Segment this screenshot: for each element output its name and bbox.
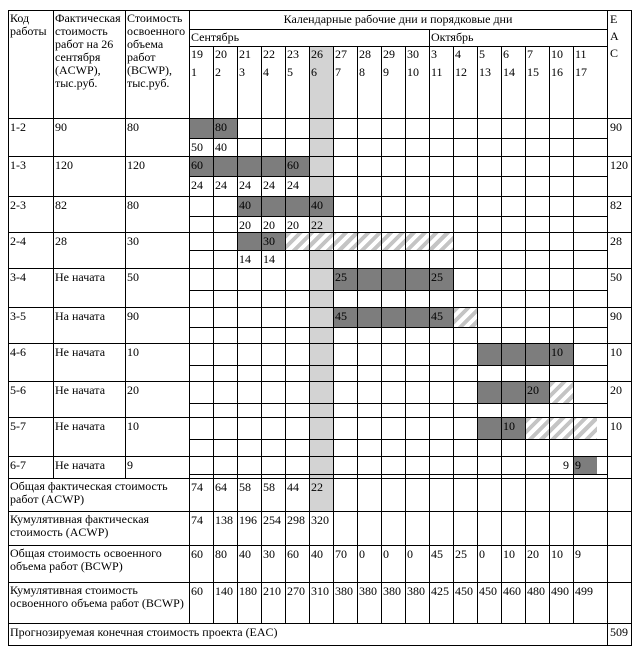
summary-value: 22: [311, 481, 323, 494]
bar-label: 25: [335, 271, 347, 284]
grid-line: [8, 545, 632, 546]
header-month-september: Сентябрь: [191, 31, 240, 44]
task-bar-remaining: [286, 233, 453, 250]
day-date: 29: [383, 48, 395, 61]
summary-value: 0: [383, 548, 389, 561]
grid-line: [189, 138, 608, 139]
grid-line: [549, 46, 550, 624]
summary-value: 140: [215, 585, 233, 598]
task-bcwp: 50: [127, 271, 139, 284]
daily-cost: 24: [215, 179, 227, 192]
bar-label: 9: [563, 459, 569, 472]
summary-value: 10: [503, 548, 515, 561]
grid-line: [607, 10, 608, 646]
day-date: 30: [407, 48, 419, 61]
grid-line: [8, 10, 9, 646]
summary-value: 60: [191, 585, 203, 598]
task-eac: 20: [610, 384, 622, 397]
summary-value: 64: [215, 481, 227, 494]
grid-line: [189, 439, 608, 440]
grid-line: [285, 46, 286, 624]
task-code: 2-3: [10, 199, 26, 212]
summary-value: 74: [191, 514, 203, 527]
task-bcwp: 30: [127, 235, 139, 248]
grid-line: [501, 46, 502, 624]
summary-value: 138: [215, 514, 233, 527]
task-acwp: 120: [55, 159, 73, 172]
day-date: 27: [335, 48, 347, 61]
summary-value: 58: [239, 481, 251, 494]
daily-cost: 40: [215, 141, 227, 154]
grid-line: [189, 10, 190, 624]
grid-line: [309, 46, 310, 624]
summary-value: 380: [407, 585, 425, 598]
status-date-column: [310, 46, 333, 511]
grid-line: [8, 232, 632, 233]
grid-line: [405, 46, 406, 624]
task-bcwp: 80: [127, 121, 139, 134]
summary-value: 60: [191, 548, 203, 561]
task-bcwp: 20: [127, 384, 139, 397]
task-acwp: Не начата: [55, 459, 106, 472]
task-acwp: 82: [55, 199, 67, 212]
day-date: 28: [359, 48, 371, 61]
grid-line: [429, 29, 430, 47]
header-code: Код работы: [10, 12, 47, 38]
grid-line: [213, 46, 214, 624]
day-date: 7: [527, 48, 533, 61]
summary-value: 210: [263, 585, 281, 598]
grid-line: [8, 156, 632, 157]
day-date: 3: [431, 48, 437, 61]
task-acwp: Не начата: [55, 271, 106, 284]
summary-value: 0: [407, 548, 413, 561]
daily-cost: 20: [239, 219, 251, 232]
grid-line: [8, 118, 632, 119]
task-bar-remaining: [526, 418, 597, 439]
summary-label: Общая фактическая стоимость работ (ACWP): [10, 480, 168, 506]
daily-cost: 20: [287, 219, 299, 232]
header-acwp: Фактическая стоимость работ на 26 сентября (ACWP), тыс.руб.: [55, 12, 121, 90]
task-code: 3-5: [10, 310, 26, 323]
day-ordinal: 8: [359, 66, 365, 79]
day-date: 11: [575, 48, 587, 61]
grid-line: [237, 46, 238, 624]
task-eac: 28: [610, 235, 622, 248]
grid-line: [525, 46, 526, 624]
task-acwp: На начата: [55, 310, 106, 323]
day-date: 10: [551, 48, 563, 61]
summary-value: 44: [287, 481, 299, 494]
grid-line: [8, 645, 632, 646]
day-ordinal: 4: [263, 66, 269, 79]
task-bcwp: 9: [127, 459, 133, 472]
day-date: 23: [287, 48, 299, 61]
summary-value: 40: [239, 548, 251, 561]
day-ordinal: 5: [287, 66, 293, 79]
bar-label: 60: [191, 159, 203, 172]
day-date: 21: [239, 48, 251, 61]
bar-label: 40: [239, 199, 251, 212]
summary-value: 0: [479, 548, 485, 561]
header-eac-letter: A: [610, 30, 619, 43]
bar-label: 30: [263, 235, 275, 248]
summary-value: 10: [551, 548, 563, 561]
bar-label: 60: [287, 159, 299, 172]
day-date: 26: [311, 48, 323, 61]
header-eac-letter: E: [610, 13, 618, 26]
header-bcwp: Стоимость освоенного объема работ (BCWP), тыс.руб.: [127, 12, 186, 90]
day-date: 6: [503, 48, 509, 61]
grid-line: [8, 10, 632, 11]
daily-cost: 20: [263, 219, 275, 232]
task-eac: [610, 459, 630, 473]
daily-cost: 14: [239, 253, 251, 266]
summary-value: 40: [311, 548, 323, 561]
grid-line: [53, 10, 54, 479]
grid-line: [189, 403, 608, 404]
eac-forecast-label: Прогнозируемая конечная стоимость проекта (EAC): [10, 626, 278, 639]
task-acwp: 90: [55, 121, 67, 134]
grid-line: [8, 381, 632, 382]
daily-cost: 24: [239, 179, 251, 192]
task-acwp: 28: [55, 235, 67, 248]
summary-value: 450: [479, 585, 497, 598]
summary-value: 490: [551, 585, 569, 598]
summary-value: 45: [431, 548, 443, 561]
task-code: 6-7: [10, 459, 26, 472]
task-acwp: Не начата: [55, 384, 106, 397]
daily-cost: 22: [311, 219, 323, 232]
bar-label: 45: [431, 310, 443, 323]
grid-line: [8, 268, 632, 269]
day-date: 22: [263, 48, 275, 61]
summary-value: 60: [287, 548, 299, 561]
day-date: 4: [455, 48, 461, 61]
bar-label: 25: [431, 271, 443, 284]
summary-value: 20: [527, 548, 539, 561]
task-code: 2-4: [10, 235, 26, 248]
grid-line: [453, 46, 454, 624]
summary-label: Кумулятивная фактическая стоимость (ACWP): [10, 513, 150, 539]
day-ordinal: 10: [407, 66, 419, 79]
grid-line: [8, 307, 632, 308]
day-date: 20: [215, 48, 227, 61]
grid-line: [8, 511, 632, 512]
task-code: 1-2: [10, 121, 26, 134]
grid-line: [8, 582, 632, 583]
summary-value: 380: [359, 585, 377, 598]
grid-line: [125, 10, 126, 479]
bar-label: 10: [551, 346, 563, 359]
task-code: 4-6: [10, 346, 26, 359]
task-code: 5-7: [10, 420, 26, 433]
grid-line: [477, 46, 478, 624]
bar-label: 20: [527, 384, 539, 397]
summary-value: 499: [575, 585, 593, 598]
day-date: 5: [479, 48, 485, 61]
bar-label: 40: [311, 199, 323, 212]
day-ordinal: 12: [455, 66, 467, 79]
day-ordinal: 2: [215, 66, 221, 79]
day-date: 19: [191, 48, 203, 61]
summary-value: 460: [503, 585, 521, 598]
daily-cost: 24: [263, 179, 275, 192]
day-ordinal: 15: [527, 66, 539, 79]
header-month-october: Октябрь: [431, 31, 474, 44]
day-ordinal: 11: [431, 66, 443, 79]
summary-value: 320: [311, 514, 329, 527]
summary-value: 58: [263, 481, 275, 494]
daily-cost: 14: [263, 253, 275, 266]
grid-line: [8, 456, 632, 457]
grid-line: [8, 623, 632, 624]
task-code: 1-3: [10, 159, 26, 172]
task-eac: 90: [610, 121, 622, 134]
summary-value: 425: [431, 585, 449, 598]
daily-cost: 50: [191, 141, 203, 154]
grid-line: [189, 250, 608, 251]
day-ordinal: 7: [335, 66, 341, 79]
bar-label: 80: [215, 121, 227, 134]
grid-line: [8, 196, 632, 197]
summary-value: 380: [383, 585, 401, 598]
summary-value: 25: [455, 548, 467, 561]
header-calendar: Календарные рабочие дни и порядковые дни: [283, 13, 513, 26]
summary-value: 254: [263, 514, 281, 527]
grid-line: [189, 365, 608, 366]
summary-label: Кумулятивная стоимость освоенного объема работ (BCWP): [10, 584, 184, 610]
task-acwp: Не начата: [55, 420, 106, 433]
grid-line: [333, 46, 334, 624]
day-ordinal: 17: [575, 66, 587, 79]
task-code: 3-4: [10, 271, 26, 284]
grid-line: [8, 417, 632, 418]
summary-value: 270: [287, 585, 305, 598]
bar-label: 10: [503, 420, 515, 433]
summary-value: 180: [239, 585, 257, 598]
day-ordinal: 16: [551, 66, 563, 79]
summary-label: Общая стоимость освоенного объема работ (BCWP): [10, 547, 162, 573]
summary-value: 80: [215, 548, 227, 561]
summary-value: 298: [287, 514, 305, 527]
day-ordinal: 6: [311, 66, 317, 79]
summary-value: 196: [239, 514, 257, 527]
header-eac-letter: C: [610, 47, 619, 60]
grid-line: [189, 46, 608, 47]
task-bcwp: 10: [127, 420, 139, 433]
grid-line: [381, 46, 382, 624]
grid-line: [189, 29, 608, 30]
grid-line: [261, 46, 262, 624]
grid-line: [189, 474, 608, 475]
task-bcwp: 80: [127, 199, 139, 212]
grid-line: [189, 216, 608, 217]
summary-value: 9: [575, 548, 581, 561]
day-ordinal: 9: [383, 66, 389, 79]
task-bcwp: 120: [127, 159, 145, 172]
grid-line: [429, 46, 430, 624]
summary-value: 70: [335, 548, 347, 561]
task-bar-remaining: [454, 308, 477, 327]
task-eac: 10: [610, 420, 622, 433]
task-bcwp: 10: [127, 346, 139, 359]
task-eac: 120: [610, 159, 628, 172]
summary-value: 0: [359, 548, 365, 561]
task-code: 5-6: [10, 384, 26, 397]
task-eac: 82: [610, 199, 622, 212]
task-bcwp: 90: [127, 310, 139, 323]
summary-value: 480: [527, 585, 545, 598]
summary-value: 74: [191, 481, 203, 494]
task-eac: 50: [610, 271, 622, 284]
summary-value: 310: [311, 585, 329, 598]
task-bar-remaining: [550, 382, 573, 403]
day-ordinal: 1: [191, 66, 197, 79]
grid-line: [631, 10, 632, 646]
grid-line: [357, 46, 358, 624]
day-ordinal: 13: [479, 66, 491, 79]
grid-line: [573, 46, 574, 624]
day-ordinal: 14: [503, 66, 515, 79]
summary-value: 450: [455, 585, 473, 598]
summary-value: 30: [263, 548, 275, 561]
task-eac: 10: [610, 346, 622, 359]
daily-cost: 24: [191, 179, 203, 192]
daily-cost: 24: [287, 179, 299, 192]
grid-line: [8, 343, 632, 344]
bar-label: 9: [575, 459, 581, 472]
grid-line: [189, 176, 608, 177]
task-acwp: Не начата: [55, 346, 106, 359]
grid-line: [8, 478, 632, 479]
grid-line: [189, 290, 608, 291]
day-ordinal: 3: [239, 66, 245, 79]
eac-forecast-value: 509: [610, 626, 628, 639]
task-eac: 90: [610, 310, 622, 323]
grid-line: [189, 327, 608, 328]
summary-value: 380: [335, 585, 353, 598]
bar-label: 45: [335, 310, 347, 323]
